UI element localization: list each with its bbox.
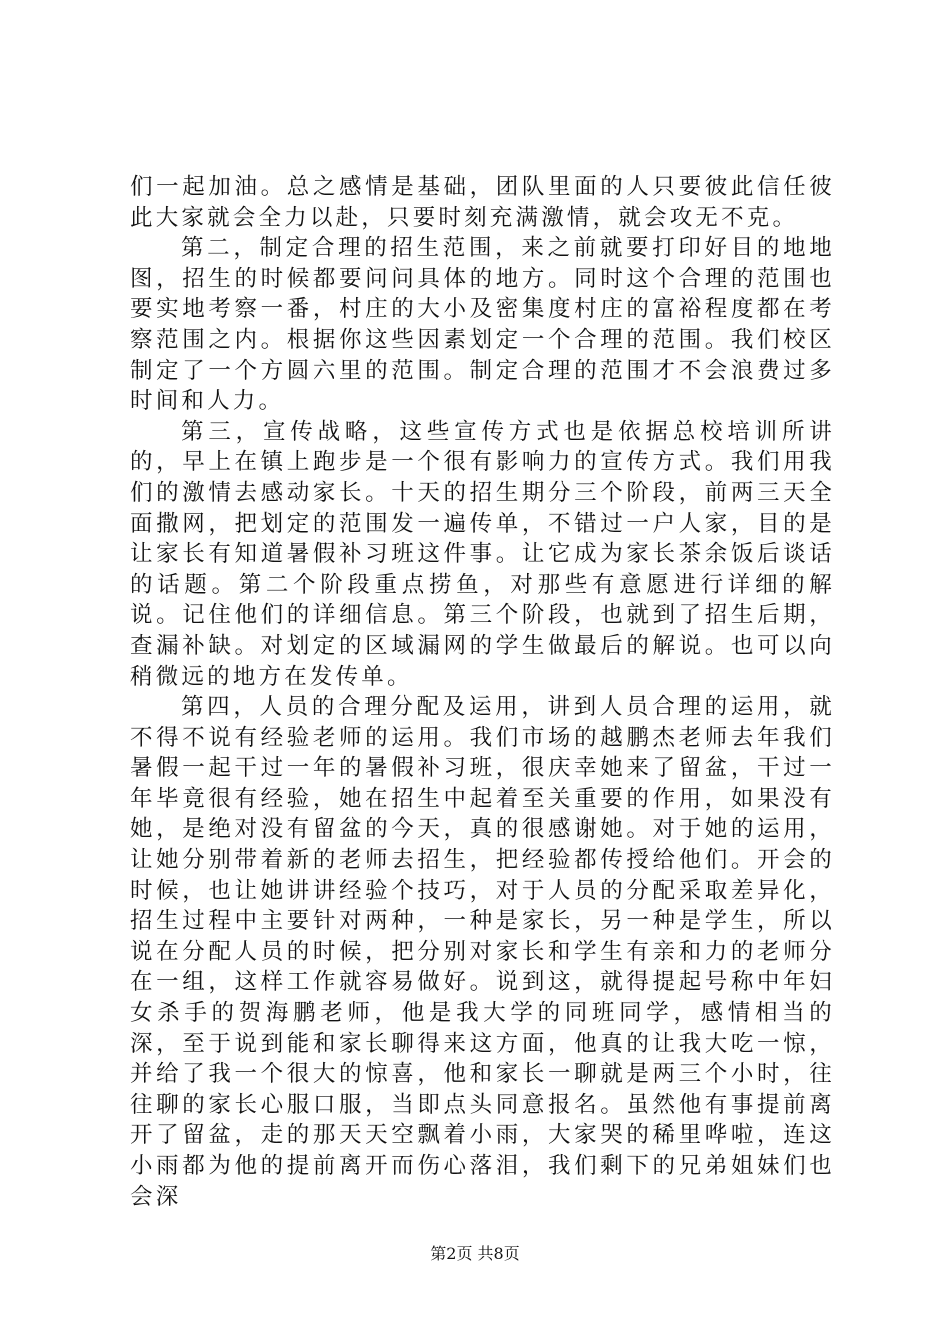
page-number-footer: 第2页 共8页 (430, 1244, 520, 1263)
paragraph-continuation: 们一起加油。总之感情是基础，团队里面的人只要彼此信任彼此大家就会全力以赴，只要时刻充满激情，就会攻无不克。 (130, 174, 835, 231)
paragraph-staff-allocation: 第四，人员的合理分配及运用，讲到人员合理的运用，就不得不说有经验老师的运用。我们市场的越鹏杰老师去年我们暑假一起干过一年的暑假补习班，很庆幸她来了留盆，干过一年毕竟很有经验，她在招生中起着至关重要的作用，如果没有她，是绝对没有留盆的今天，真的很感谢她。对于她的运用，让她分别带着新的老师去招生，把经验都传授给他们。开会的时候，也让她讲讲经验个技巧，对于人员的分配采取差异化，招生过程中主要针对两种，一种是家长，另一种是学生，所以说在分配人员的时候，把分别对家长和学生有亲和力的老师分在一组，这样工作就容易做好。说到这，就得提起号称中年妇女杀手的贺海鹏老师，他是我大学的同班同学，感情相当的深，至于说到能和家长聊得来这方面，他真的让我大吃一惊，并给了我一个很大的惊喜，他和家长一聊就是两三个小时，往往聊的家长心服口服，当即点头同意报名。虽然他有事提前离开了留盆，走的那天天空飘着小雨，大家哭的稀里哗啦，连这小雨都为他的提前离开而伤心落泪，我们剩下的兄弟姐妹们也会深 (130, 694, 835, 1210)
document-body (130, 172, 835, 1212)
paragraph-enrollment-scope: 第二，制定合理的招生范围，来之前就要打印好目的地地图，招生的时候都要问问具体的地方。同时这个合理的范围也要实地考察一番，村庄的大小及密集度村庄的富裕程度都在考察范围之内。根据你这些因素划定一个合理的范围。我们校区制定了一个方圆六里的范围。制定合理的范围才不会浪费过多时间和人力。 (130, 235, 835, 415)
paragraph-publicity-strategy: 第三，宣传战略，这些宣传方式也是依据总校培训所讲的，早上在镇上跑步是一个很有影响力的宣传方式。我们用我们的激情去感动家长。十天的招生期分三个阶段，前两三天全面撒网，把划定的范围发一遍传单，不错过一户人家，目的是让家长有知道暑假补习班这件事。让它成为家长茶余饭后谈话的话题。第二个阶段重点捞鱼，对那些有意愿进行详细的解说。记住他们的详细信息。第三个阶段，也就到了招生后期，查漏补缺。对划定的区域漏网的学生做最后的解说。也可以向稍微远的地方在发传单。 (130, 418, 835, 690)
